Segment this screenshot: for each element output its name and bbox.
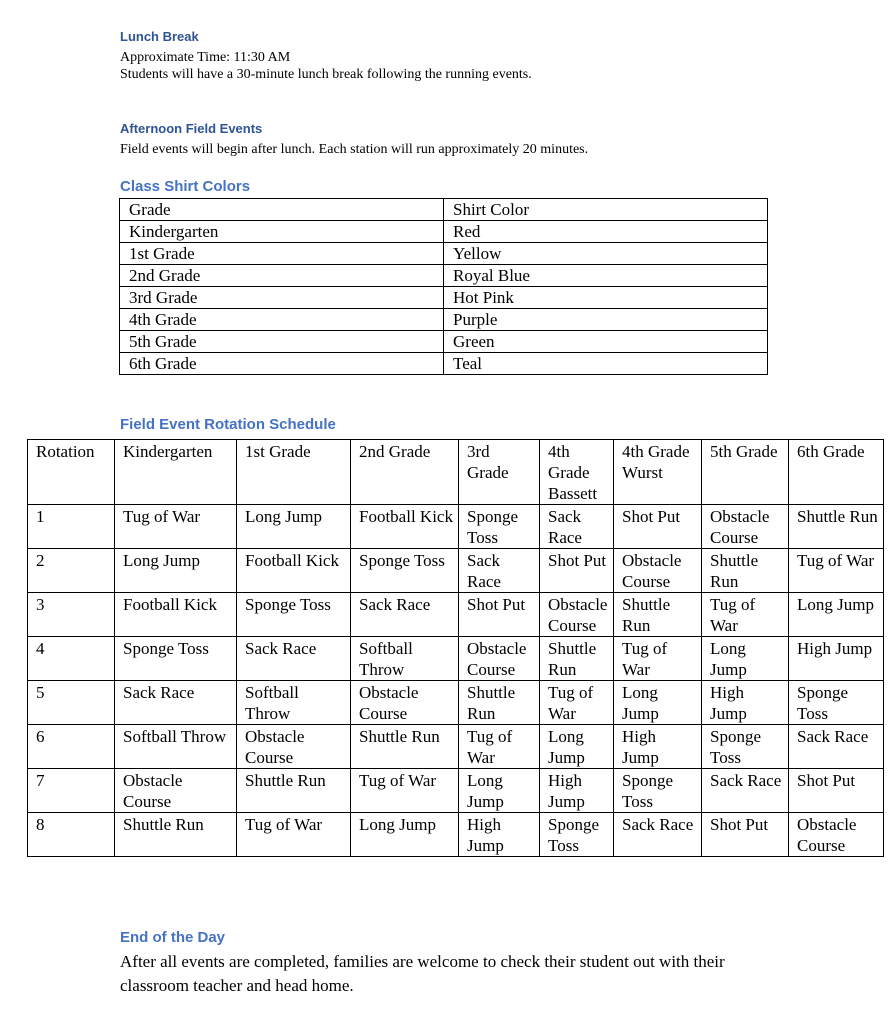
event-cell: Sponge Toss — [115, 637, 237, 681]
event-cell: High Jump — [789, 637, 884, 681]
rotation-number-cell: 3 — [28, 593, 115, 637]
event-cell: Obstacle Course — [459, 637, 540, 681]
shirt-table-header-cell: Shirt Color — [444, 199, 768, 221]
rotation-table-header-cell: 3rd Grade — [459, 440, 540, 505]
event-cell: Long Jump — [702, 637, 789, 681]
table-row — [28, 813, 884, 857]
table-row — [28, 593, 884, 637]
event-cell: Softball Throw — [351, 637, 459, 681]
event-cell: Shuttle Run — [614, 593, 702, 637]
shirt-color-cell: Green — [444, 331, 768, 353]
end-of-day-text: After all events are completed, families are welcome to check their student out with their classroom teacher and head home. — [120, 952, 725, 995]
event-cell: Sack Race — [115, 681, 237, 725]
event-cell: Sponge Toss — [789, 681, 884, 725]
shirt-color-cell: Yellow — [444, 243, 768, 265]
event-cell: Sponge Toss — [351, 549, 459, 593]
grade-cell: Kindergarten — [120, 221, 444, 243]
afternoon-description: Field events will begin after lunch. Each station will run approximately 20 minutes. — [120, 142, 589, 157]
event-cell: Long Jump — [459, 769, 540, 813]
event-cell: Football Kick — [115, 593, 237, 637]
table-row — [28, 769, 884, 813]
event-cell: High Jump — [540, 769, 614, 813]
rotation-table-header-cell: 5th Grade — [702, 440, 789, 505]
rotation-table-header-cell: 1st Grade — [237, 440, 351, 505]
table-row — [120, 331, 768, 353]
rotation-schedule-table — [27, 439, 884, 857]
rotation-table-header-cell: 2nd Grade — [351, 440, 459, 505]
rotation-table-header-cell: 4th Grade Bassett — [540, 440, 614, 505]
rotation-table-header-cell: 6th Grade — [789, 440, 884, 505]
table-row — [120, 309, 768, 331]
event-cell: Sponge Toss — [614, 769, 702, 813]
shirt-color-cell: Purple — [444, 309, 768, 331]
table-row — [120, 353, 768, 375]
shirt-color-cell: Red — [444, 221, 768, 243]
shirt-colors-table — [119, 198, 768, 375]
table-row — [28, 681, 884, 725]
event-cell: Sack Race — [237, 637, 351, 681]
grade-cell: 4th Grade — [120, 309, 444, 331]
rotation-table-header-cell: 4th Grade Wurst — [614, 440, 702, 505]
event-cell: Shot Put — [614, 505, 702, 549]
event-cell: Sack Race — [351, 593, 459, 637]
table-row — [28, 725, 884, 769]
event-cell: Sack Race — [702, 769, 789, 813]
afternoon-heading: Afternoon Field Events — [120, 121, 263, 136]
event-cell: Shuttle Run — [237, 769, 351, 813]
event-cell: Shuttle Run — [540, 637, 614, 681]
event-cell: Shuttle Run — [789, 505, 884, 549]
event-cell: Obstacle Course — [115, 769, 237, 813]
lunch-heading: Lunch Break — [120, 29, 199, 44]
shirt-color-cell: Royal Blue — [444, 265, 768, 287]
end-of-day-heading: End of the Day — [120, 929, 226, 946]
grade-cell: 3rd Grade — [120, 287, 444, 309]
rotation-number-cell: 5 — [28, 681, 115, 725]
event-cell: Football Kick — [351, 505, 459, 549]
rotation-number-cell: 7 — [28, 769, 115, 813]
event-cell: Tug of War — [540, 681, 614, 725]
grade-cell: 6th Grade — [120, 353, 444, 375]
lunch-description: Students will have a 30-minute lunch break following the running events. — [120, 67, 532, 82]
rotation-number-cell: 4 — [28, 637, 115, 681]
shirt-colors-heading: Class Shirt Colors — [120, 178, 251, 195]
event-cell: Football Kick — [237, 549, 351, 593]
rotation-table-header-row — [28, 440, 884, 505]
event-cell: Sack Race — [789, 725, 884, 769]
event-cell: Obstacle Course — [789, 813, 884, 857]
rotation-number-cell: 8 — [28, 813, 115, 857]
rotation-number-cell: 6 — [28, 725, 115, 769]
event-cell: Shot Put — [789, 769, 884, 813]
event-cell: Long Jump — [789, 593, 884, 637]
event-cell: Shuttle Run — [115, 813, 237, 857]
event-cell: Shot Put — [702, 813, 789, 857]
event-cell: Shot Put — [540, 549, 614, 593]
event-cell: Tug of War — [702, 593, 789, 637]
grade-cell: 1st Grade — [120, 243, 444, 265]
grade-cell: 2nd Grade — [120, 265, 444, 287]
event-cell: Sack Race — [540, 505, 614, 549]
event-cell: Obstacle Course — [702, 505, 789, 549]
table-row — [120, 287, 768, 309]
event-cell: Tug of War — [459, 725, 540, 769]
lunch-time: Approximate Time: 11:30 AM — [120, 50, 291, 65]
table-row — [120, 265, 768, 287]
event-cell: Tug of War — [351, 769, 459, 813]
event-cell: Obstacle Course — [237, 725, 351, 769]
event-cell: Shuttle Run — [351, 725, 459, 769]
table-row — [120, 221, 768, 243]
event-cell: Softball Throw — [237, 681, 351, 725]
event-cell: Tug of War — [115, 505, 237, 549]
shirt-color-cell: Teal — [444, 353, 768, 375]
event-cell: Softball Throw — [115, 725, 237, 769]
event-cell: Long Jump — [115, 549, 237, 593]
event-cell: Sack Race — [614, 813, 702, 857]
shirt-table-header-row — [120, 199, 768, 221]
event-cell: High Jump — [459, 813, 540, 857]
table-row — [28, 637, 884, 681]
event-cell: Shuttle Run — [459, 681, 540, 725]
event-cell: High Jump — [614, 725, 702, 769]
event-cell: Long Jump — [540, 725, 614, 769]
table-row — [120, 243, 768, 265]
event-cell: Obstacle Course — [614, 549, 702, 593]
rotation-schedule-heading: Field Event Rotation Schedule — [120, 416, 336, 433]
event-cell: Sack Race — [459, 549, 540, 593]
event-cell: Tug of War — [237, 813, 351, 857]
event-cell: High Jump — [702, 681, 789, 725]
event-cell: Sponge Toss — [237, 593, 351, 637]
event-cell: Tug of War — [614, 637, 702, 681]
event-cell: Sponge Toss — [702, 725, 789, 769]
rotation-number-cell: 1 — [28, 505, 115, 549]
rotation-table-header-cell: Kindergarten — [115, 440, 237, 505]
shirt-color-cell: Hot Pink — [444, 287, 768, 309]
rotation-number-cell: 2 — [28, 549, 115, 593]
event-cell: Shuttle Run — [702, 549, 789, 593]
event-cell: Obstacle Course — [351, 681, 459, 725]
event-cell: Long Jump — [614, 681, 702, 725]
table-row — [28, 549, 884, 593]
table-row — [28, 505, 884, 549]
shirt-table-header-cell: Grade — [120, 199, 444, 221]
event-cell: Long Jump — [351, 813, 459, 857]
event-cell: Tug of War — [789, 549, 884, 593]
event-cell: Shot Put — [459, 593, 540, 637]
event-cell: Sponge Toss — [459, 505, 540, 549]
event-cell: Sponge Toss — [540, 813, 614, 857]
grade-cell: 5th Grade — [120, 331, 444, 353]
event-cell: Obstacle Course — [540, 593, 614, 637]
event-cell: Long Jump — [237, 505, 351, 549]
rotation-table-header-cell: Rotation — [28, 440, 115, 505]
